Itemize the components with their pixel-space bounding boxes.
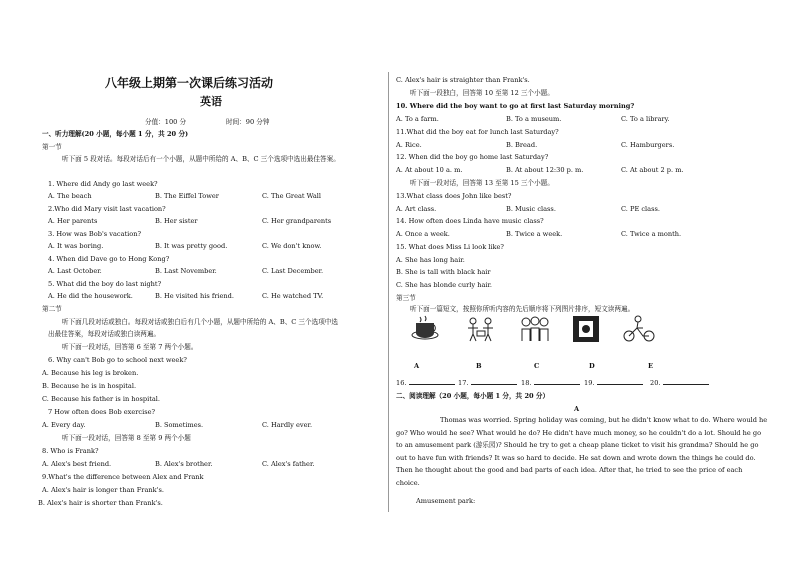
q6-option-c: C. Because his father is in hospital.	[42, 395, 161, 403]
q11-option-a: A. Rice.	[396, 141, 422, 149]
picture-label-d: D	[589, 362, 595, 370]
part2-heading: 二、阅读理解（20 小题，每小题 1 分，共 20 分）	[396, 392, 550, 400]
column-divider	[388, 72, 389, 512]
time-info: 时间：90 分钟	[226, 118, 270, 126]
section2-instructions: 听下面几段对话或独白。每段对话或独白后有几个小题，从题中所给的 A、B、C 三个选项中选	[62, 318, 338, 326]
q9-option-b: B. Alex's hair is shorter than Frank's.	[38, 499, 163, 507]
q15-option-a: A. She has long hair.	[396, 256, 465, 264]
q14-option-a: A. Once a week.	[396, 230, 450, 238]
question-10: 10. Where did the boy want to go at first last Saturday morning?	[396, 102, 635, 110]
option-b: B. Last November.	[155, 267, 217, 275]
picture-b-people-icon	[464, 315, 498, 343]
option-a: A. He did the housework.	[48, 292, 133, 300]
option-b: B. The Eiffel Tower	[155, 192, 219, 200]
q8-option-a: A. Alex's best friend.	[42, 460, 112, 468]
q12-option-c: C. At about 2 p. m.	[621, 166, 684, 174]
answer-blank-19[interactable]	[584, 378, 643, 387]
option-a: A. It was boring.	[48, 242, 104, 250]
picture-label-c: C	[534, 362, 540, 370]
q9-option-a: A. Alex's hair is longer than Frank's.	[42, 486, 164, 494]
section2-title: 第二节	[42, 305, 62, 313]
answer-blank-17[interactable]	[458, 378, 517, 387]
question-8: 8. Who is Frank?	[42, 447, 99, 455]
option-c: C. We don't know.	[262, 242, 322, 250]
q10-option-b: B. To a museum.	[506, 115, 562, 123]
answer-blank-20[interactable]	[650, 378, 709, 387]
q13-option-c: C. PE class.	[621, 205, 660, 213]
picture-label-a: A	[414, 362, 420, 370]
picture-label-e: E	[648, 362, 654, 370]
q14-option-b: B. Twice a week.	[506, 230, 563, 238]
q15-option-c: C. She has blonde curly hair.	[396, 281, 493, 289]
q12-option-b: B. At about 12:30 p. m.	[506, 166, 584, 174]
q15-option-b: B. She is tall with black hair	[396, 268, 491, 276]
instr-8-9: 听下面一段对话，回答第 8 至第 9 两个小题	[62, 434, 191, 442]
section3-title: 第三节	[396, 294, 416, 302]
option-c: C. Last December.	[262, 267, 324, 275]
option-b: B. Her sister	[155, 217, 198, 225]
question: 5. What did the boy do last night?	[48, 280, 162, 288]
question-9: 9.What's the difference between Alex and Frank	[42, 473, 204, 481]
section2-instructions-cont: 出最佳答案，每段对话或独白读两遍。	[48, 330, 161, 338]
q7-option-a: A. Every day.	[42, 421, 86, 429]
q8-option-b: B. Alex's brother.	[155, 460, 213, 468]
question: 4. When did Dave go to Hong Kong?	[48, 255, 170, 263]
q10-option-c: C. To a library.	[621, 115, 670, 123]
blank-label: 19.	[584, 379, 595, 387]
answer-blank-16[interactable]	[396, 378, 455, 387]
q13-option-b: B. Music class.	[506, 205, 556, 213]
q8-option-c: C. Alex's father.	[262, 460, 315, 468]
reading-passage: Thomas was worried. Spring holiday was coming, but he didn't know what to do. Where would he go? Who would he see? What would he do? He didn't have much money, so he couldn't do a lot. Should he go to an amusement park (游乐园)? Should he try to get a cheap plane ticket to visit his grandma? Should he go out to have fun with friends? It was so hard to decide. He sat down and wrote down the things he could do. Then he thought about the good and bad parts of each idea. After that, he tried to see the price of each choice.	[396, 416, 768, 487]
exam-title: 八年级上期第一次课后练习活动	[105, 76, 274, 90]
blank-label: 17.	[458, 379, 469, 387]
question-11: 11.What did the boy eat for lunch last Saturday?	[396, 128, 559, 136]
blank-label: 20.	[650, 379, 661, 387]
instr-6-7: 听下面一段对话，回答第 6 至第 7 两个小题。	[62, 343, 198, 351]
question-15: 15. What does Miss Li look like?	[396, 243, 504, 251]
q6-option-b: B. Because he is in hospital.	[42, 382, 137, 390]
option-a: A. The beach	[48, 192, 92, 200]
option-a: A. Last October.	[48, 267, 102, 275]
passage-label: A	[574, 405, 580, 413]
answer-blank-18[interactable]	[521, 378, 580, 387]
q11-option-b: B. Bread.	[506, 141, 538, 149]
amusement-park-label: Amusement park:	[416, 497, 476, 505]
q10-option-a: A. To a farm.	[396, 115, 439, 123]
q6-option-a: A. Because his leg is broken.	[42, 369, 139, 377]
q7-option-c: C. Hardly ever.	[262, 421, 313, 429]
option-a: A. Her parents	[48, 217, 98, 225]
q13-option-a: A. Art class.	[396, 205, 437, 213]
option-c: C. The Great Wall	[262, 192, 321, 200]
section1-title: 第一节	[42, 143, 62, 151]
option-b: B. It was pretty good.	[155, 242, 228, 250]
picture-a-coffee-icon	[410, 315, 444, 343]
picture-label-b: B	[476, 362, 482, 370]
question-12: 12. When did the boy go home last Saturday?	[396, 153, 549, 161]
question: 2.Who did Mary visit last vacation?	[48, 205, 166, 213]
q9-option-c: C. Alex's hair is straighter than Frank's.	[396, 76, 530, 84]
question-14: 14. How often does Linda have music class?	[396, 217, 544, 225]
part1-heading: 一、听力理解(20 小题，每小题 1 分，共 20 分)	[42, 130, 189, 138]
question-13: 13.What class does John like best?	[396, 192, 512, 200]
question: 1. Where did Andy go last week?	[48, 180, 158, 188]
option-b: B. He visited his friend.	[155, 292, 234, 300]
blank-label: 16.	[396, 379, 407, 387]
instr-10-12: 听下面一段独白，回答第 10 至第 12 三个小题。	[410, 89, 554, 97]
picture-d-book-icon	[570, 315, 604, 343]
section1-instructions: 听下面 5 段对话。每段对话后有一个小题，从题中所给的 A、B、C 三个选项中选出最佳答案。	[62, 155, 340, 163]
instr-13-15: 听下面一段对话，回答第 13 至第 15 三个小题。	[410, 179, 554, 187]
picture-c-children-icon	[518, 315, 552, 343]
blank-label: 18.	[521, 379, 532, 387]
subject-title: 英语	[200, 95, 222, 108]
section3-instructions: 听下面一篇短文，按照你所听内容的先后顺序将下列图片排序，短文读两遍。	[410, 305, 635, 313]
q12-option-a: A. At about 10 a. m.	[396, 166, 463, 174]
option-c: C. Her grandparents	[262, 217, 332, 225]
score-info: 分值：100 分	[145, 118, 187, 126]
question: 3. How was Bob's vacation?	[48, 230, 142, 238]
q11-option-c: C. Hamburgers.	[621, 141, 675, 149]
question-6: 6. Why can't Bob go to school next week?	[48, 356, 187, 364]
q7-option-b: B. Sometimes.	[155, 421, 204, 429]
question-7: 7 How often does Bob exercise?	[48, 408, 156, 416]
picture-e-cycling-icon	[622, 315, 656, 343]
option-c: C. He watched TV.	[262, 292, 324, 300]
q14-option-c: C. Twice a month.	[621, 230, 682, 238]
